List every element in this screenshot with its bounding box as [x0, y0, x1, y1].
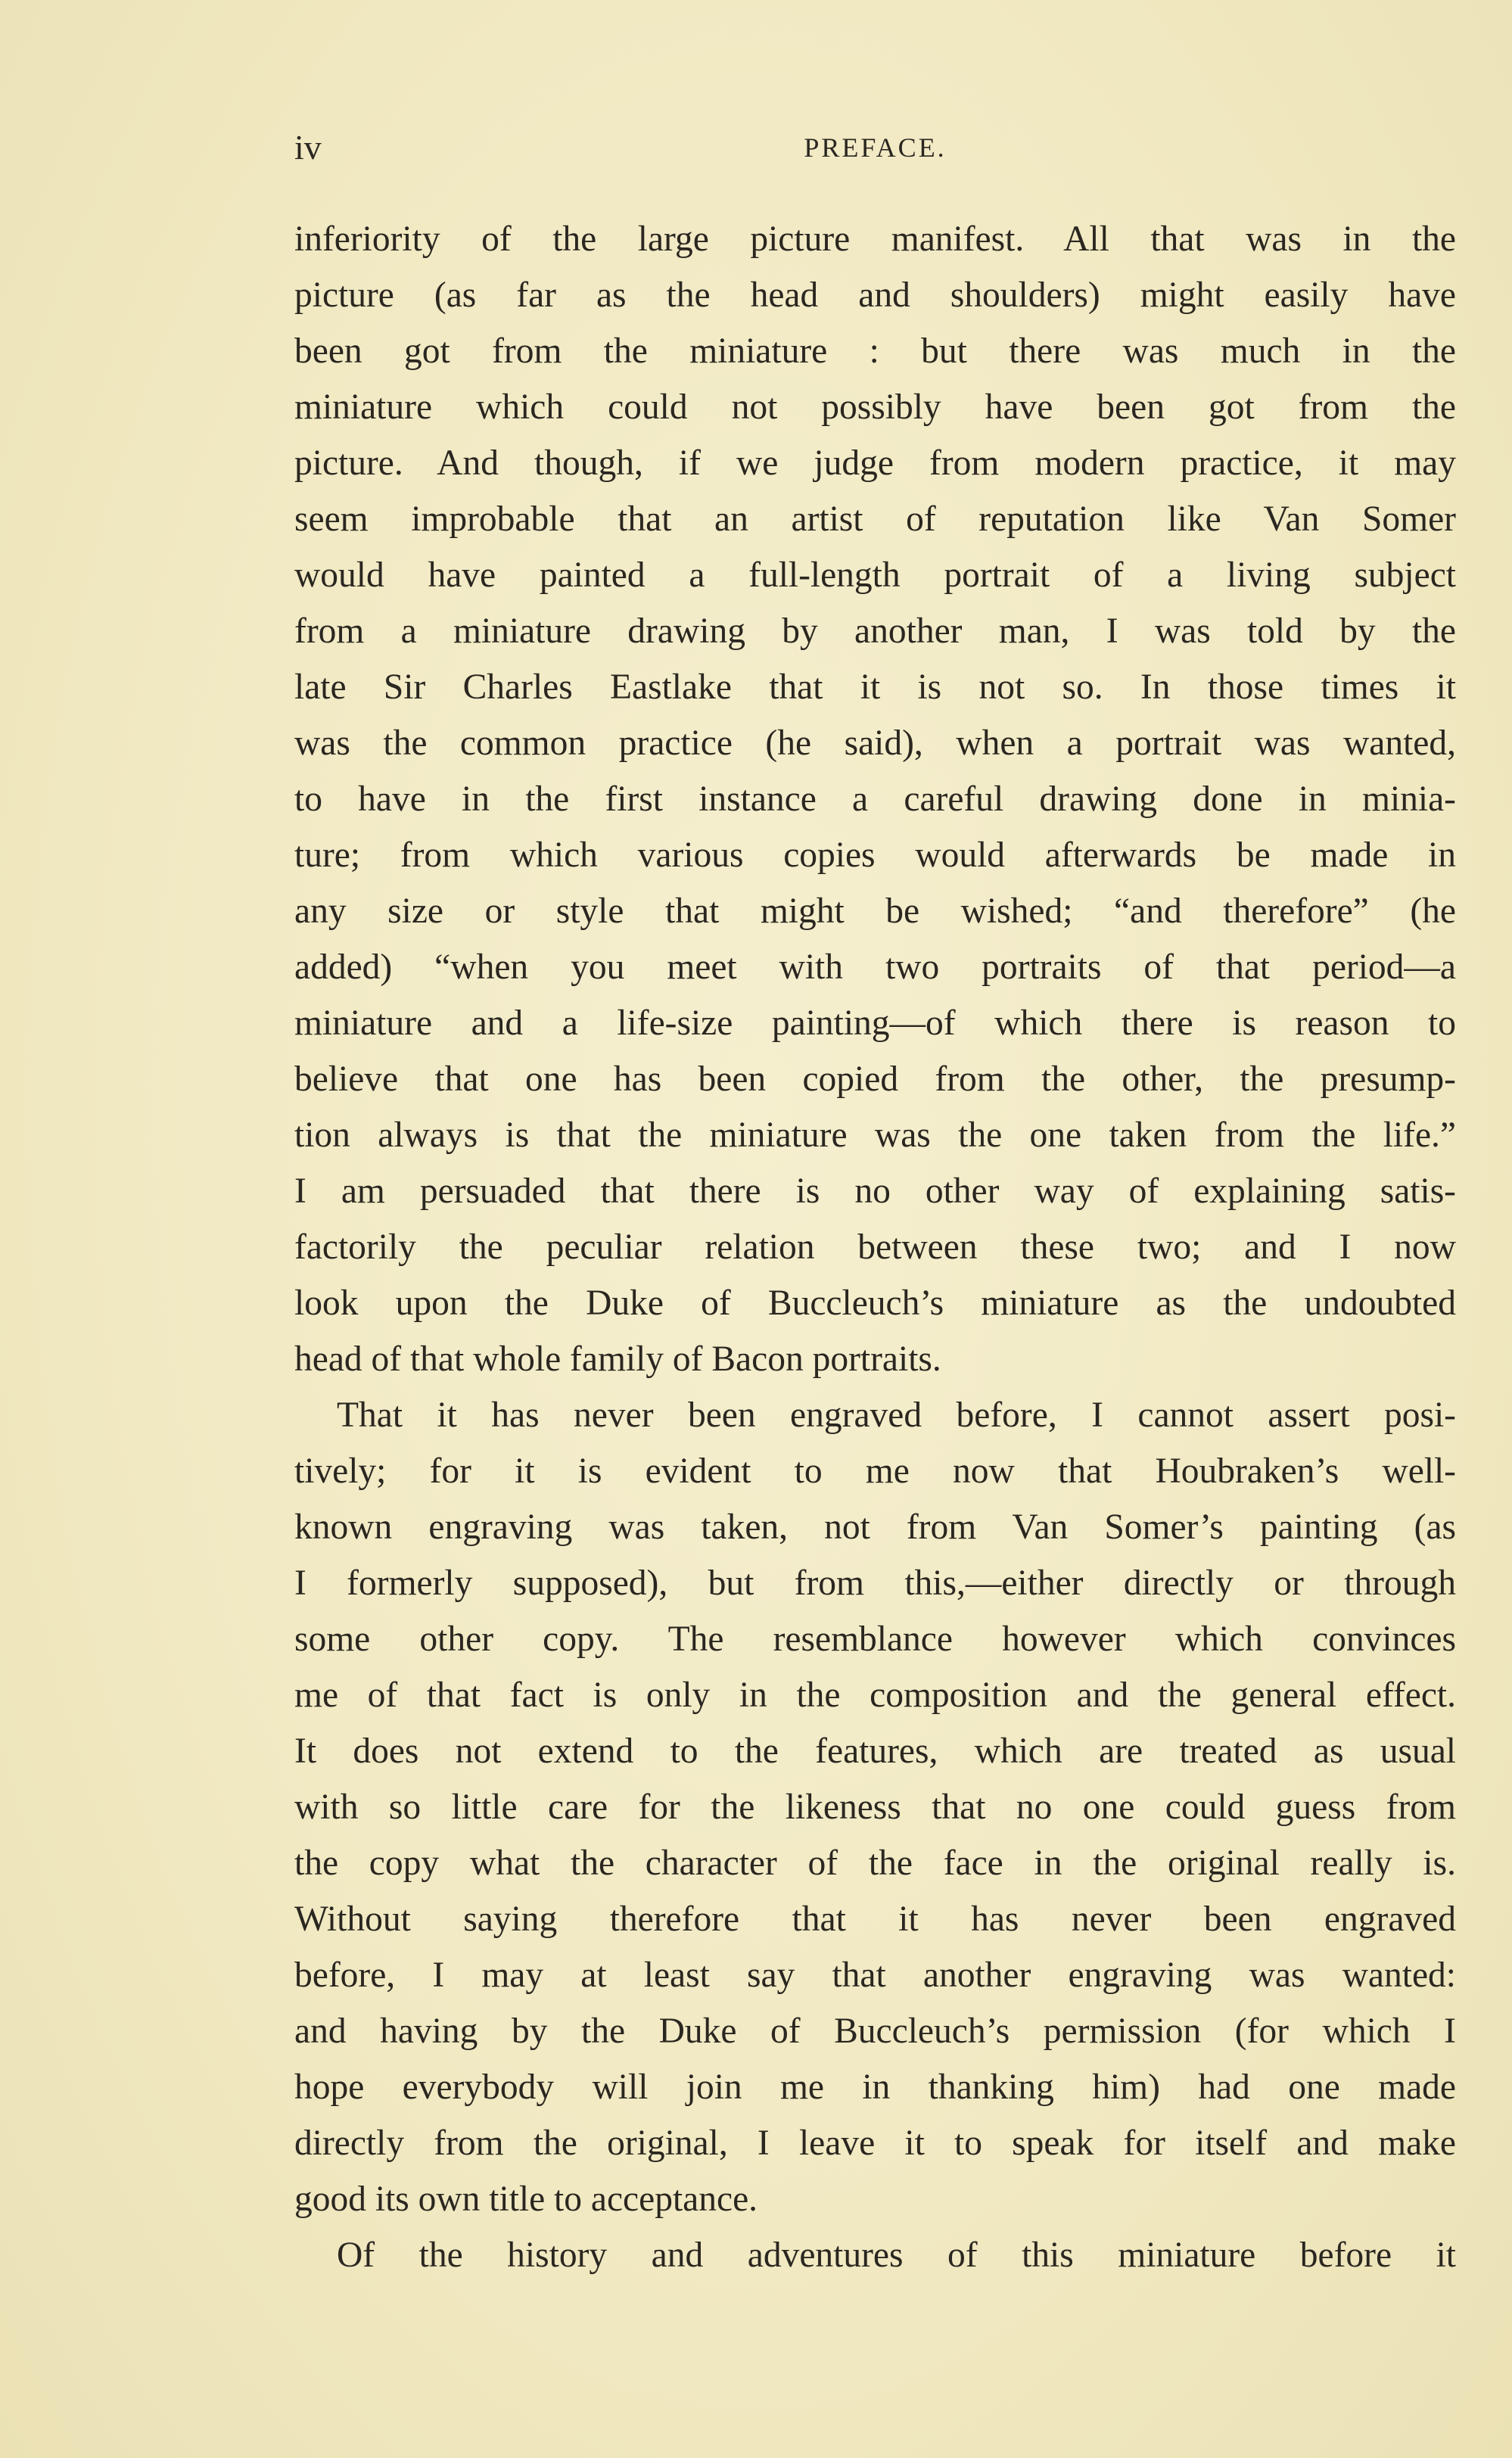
text-line: tion always is that the miniature was the one taken from the life.” — [294, 1115, 1456, 1155]
running-title: PREFACE. — [804, 132, 947, 163]
text-line: inferiority of the large picture manifest. All that was in the — [294, 219, 1456, 259]
text-line: miniature and a life-size painting—of which there is reason to — [294, 1003, 1456, 1043]
text-line: to have in the first instance a careful drawing done in minia- — [294, 779, 1456, 819]
text-line: been got from the miniature : but there was much in the — [294, 331, 1456, 371]
text-line: I am persuaded that there is no other way of explaining satis- — [294, 1171, 1456, 1211]
text-line: from a miniature drawing by another man, I was told by the — [294, 611, 1456, 651]
text-line: directly from the original, I leave it to speak for itself and make — [294, 2124, 1456, 2163]
text-line: known engraving was taken, not from Van Somer’s painting (as — [294, 1507, 1456, 1547]
text-line: some other copy. The resemblance however which convinces — [294, 1619, 1456, 1659]
paragraph-start-line: That it has never been engraved before, I cannot assert posi- — [337, 1395, 1456, 1435]
text-line: added) “when you meet with two portraits of that period—a — [294, 947, 1456, 987]
text-line: ture; from which various copies would afterwards be made in — [294, 835, 1456, 875]
page-header — [294, 127, 1456, 173]
body-text — [294, 211, 1456, 2283]
text-line: I formerly supposed), but from this,—either directly or through — [294, 1563, 1456, 1603]
paragraph-start-line: Of the history and adventures of this miniature before it — [337, 2236, 1456, 2275]
text-line: Without saying therefore that it has never been engraved — [294, 1900, 1456, 1939]
text-line: with so little care for the likeness that no one could guess from — [294, 1787, 1456, 1827]
text-line: before, I may at least say that another engraving was wanted: — [294, 1956, 1456, 1995]
page-number: iv — [294, 128, 322, 166]
text-line: tively; for it is evident to me now that Houbraken’s well- — [294, 1451, 1456, 1491]
paragraph-end-line: good its own title to acceptance. — [294, 2180, 758, 2219]
text-line: any size or style that might be wished; “and therefore” (he — [294, 891, 1456, 931]
text-line: miniature which could not possibly have been got from the — [294, 387, 1456, 427]
paragraph-end-line: head of that whole family of Bacon portraits. — [294, 1339, 941, 1379]
text-line: It does not extend to the features, which are treated as usual — [294, 1731, 1456, 1771]
text-line: was the common practice (he said), when a portrait was wanted, — [294, 723, 1456, 763]
text-line: believe that one has been copied from the other, the presump- — [294, 1059, 1456, 1099]
text-line: the copy what the character of the face in the original really is. — [294, 1844, 1456, 1883]
text-line: would have painted a full-length portrait of a living subject — [294, 555, 1456, 595]
text-line: picture (as far as the head and shoulders) might easily have — [294, 275, 1456, 315]
text-line: look upon the Duke of Buccleuch’s miniature as the undoubted — [294, 1283, 1456, 1323]
text-line: late Sir Charles Eastlake that it is not so. In those times it — [294, 667, 1456, 707]
text-line: and having by the Duke of Buccleuch’s permission (for which I — [294, 2012, 1456, 2051]
text-line: factorily the peculiar relation between these two; and I now — [294, 1227, 1456, 1267]
text-line: picture. And though, if we judge from modern practice, it may — [294, 443, 1456, 483]
text-line: hope everybody will join me in thanking him) had one made — [294, 2068, 1456, 2107]
text-line: me of that fact is only in the composition and the general effect. — [294, 1675, 1456, 1715]
text-line: seem improbable that an artist of reputation like Van Somer — [294, 499, 1456, 539]
